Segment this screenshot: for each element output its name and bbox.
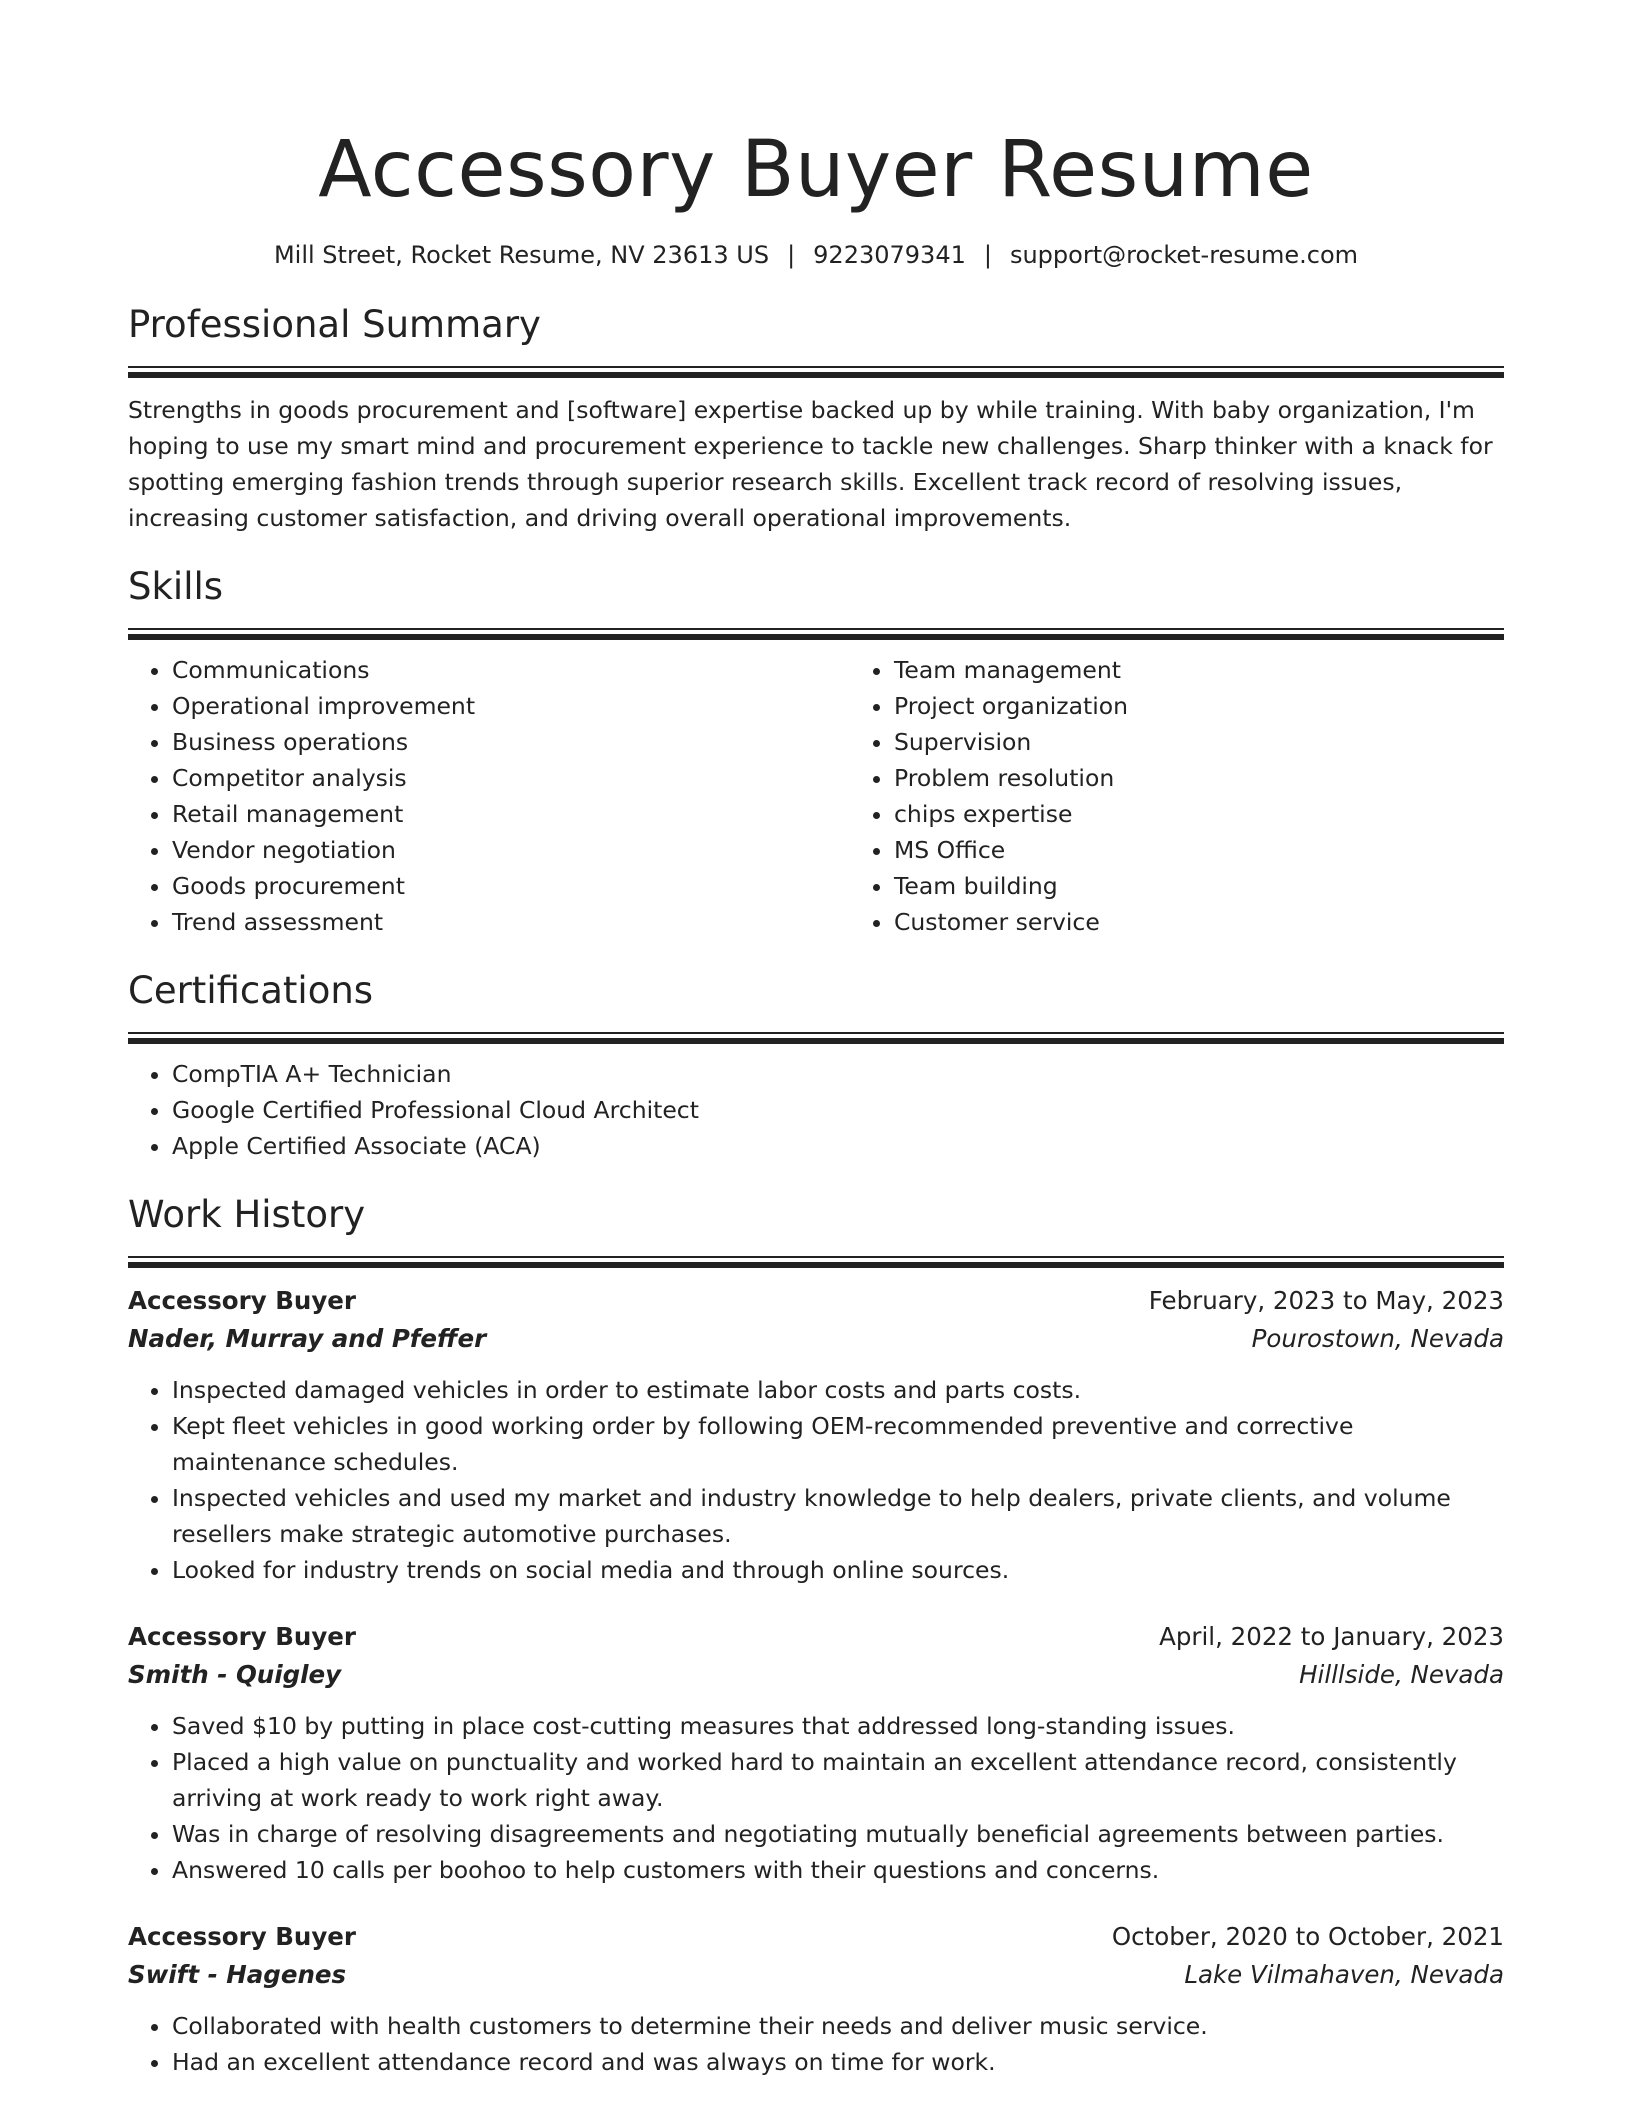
job-location: Pourostown, Nevada — [1251, 1324, 1504, 1353]
job-duty-item: • Inspected damaged vehicles in order to estimate labor costs and parts costs. — [172, 1372, 1504, 1408]
skill-item: • MS Office — [894, 832, 1572, 868]
certifications-list — [128, 1056, 1504, 1164]
skill-item: • chips expertise — [894, 796, 1572, 832]
skills-heading: Skills — [128, 565, 224, 608]
contact-line — [128, 238, 1504, 272]
work-history-heading: Work History — [128, 1193, 366, 1236]
job-duty-item: • Placed a high value on punctuality and worked hard to maintain an excellent attendance record, consistently arriving at work ready to work right away. — [172, 1744, 1504, 1816]
section-divider — [128, 1032, 1504, 1044]
job-subheader-row — [128, 1320, 1504, 1358]
skill-item: • Business operations — [172, 724, 850, 760]
job-company: Nader, Murray and Pfeffer — [128, 1324, 487, 1353]
resume-title: Accessory Buyer Resume — [318, 125, 1314, 215]
job-title: Accessory Buyer — [128, 1286, 356, 1315]
job-company: Smith - Quigley — [128, 1660, 342, 1689]
skills-section — [128, 562, 1504, 940]
skill-item: • Vendor negotiation — [172, 832, 850, 868]
contact-email: support@rocket-resume.com — [1009, 241, 1359, 269]
contact-separator: | — [787, 241, 796, 269]
job-location: Lake Vilmahaven, Nevada — [1184, 1960, 1504, 1989]
job-duty-item: • Kept fleet vehicles in good working order by following OEM-recommended preventive and corrective maintenance schedules. — [172, 1408, 1504, 1480]
job-duties-list — [128, 1708, 1504, 1888]
skill-item: • Trend assessment — [172, 904, 850, 940]
skill-item: • Competitor analysis — [172, 760, 850, 796]
skills-list-right — [850, 652, 1572, 940]
skill-item: • Project organization — [894, 688, 1572, 724]
certification-item: • Apple Certified Associate (ACA) — [172, 1128, 1504, 1164]
resume-page — [128, 0, 1504, 2080]
job-entry — [128, 1918, 1504, 2080]
job-duty-item: • Had an excellent attendance record and was always on time for work. — [172, 2044, 1504, 2080]
job-entry — [128, 1618, 1504, 1888]
section-divider — [128, 628, 1504, 640]
skill-item: • Communications — [172, 652, 850, 688]
job-subheader-row — [128, 1956, 1504, 1994]
summary-section — [128, 300, 1504, 536]
contact-address: Mill Street, Rocket Resume, NV 23613 US — [273, 241, 770, 269]
job-duty-item: • Collaborated with health customers to determine their needs and deliver music service. — [172, 2008, 1504, 2044]
skill-item: • Operational improvement — [172, 688, 850, 724]
job-header-row — [128, 1918, 1504, 1956]
certification-item: • CompTIA A+ Technician — [172, 1056, 1504, 1092]
job-header-row — [128, 1618, 1504, 1656]
job-location: Hilllside, Nevada — [1299, 1660, 1504, 1689]
job-duty-item: • Answered 10 calls per boohoo to help customers with their questions and concerns. — [172, 1852, 1504, 1888]
work-history-section — [128, 1190, 1504, 2080]
job-entry — [128, 1282, 1504, 1588]
job-company: Swift - Hagenes — [128, 1960, 347, 1989]
section-divider — [128, 366, 1504, 378]
job-title: Accessory Buyer — [128, 1622, 356, 1651]
job-header-row — [128, 1282, 1504, 1320]
job-duty-item: • Was in charge of resolving disagreements and negotiating mutually beneficial agreements between parties. — [172, 1816, 1504, 1852]
certifications-section — [128, 966, 1504, 1164]
section-divider — [128, 1256, 1504, 1268]
certification-item: • Google Certified Professional Cloud Architect — [172, 1092, 1504, 1128]
job-dates: February, 2023 to May, 2023 — [1148, 1286, 1504, 1315]
job-title: Accessory Buyer — [128, 1922, 356, 1951]
certifications-heading: Certifications — [128, 969, 374, 1012]
skill-item: • Supervision — [894, 724, 1572, 760]
skill-item: • Team building — [894, 868, 1572, 904]
skill-item: • Customer service — [894, 904, 1572, 940]
job-duties-list — [128, 1372, 1504, 1588]
skills-columns — [128, 652, 1504, 940]
job-duty-item: • Looked for industry trends on social media and through online sources. — [172, 1552, 1504, 1588]
skill-item: • Retail management — [172, 796, 850, 832]
contact-phone: 9223079341 — [813, 241, 966, 269]
skill-item: • Goods procurement — [172, 868, 850, 904]
job-duty-item: • Inspected vehicles and used my market and industry knowledge to help dealers, private clients, and volume resellers make strategic automotive purchases. — [172, 1480, 1504, 1552]
summary-text: Strengths in goods procurement and [software] expertise backed up by while training. With baby organization, I'm hoping to use my smart mind and procurement experience to tackle new challenges. Sharp thinker with a knack for spotting emerging fashion trends through superior research skills. Excellent track record of resolving issues, increasing customer satisfaction, and driving overall operational improvements. — [128, 396, 1493, 532]
job-dates: October, 2020 to October, 2021 — [1111, 1922, 1504, 1951]
job-subheader-row — [128, 1656, 1504, 1694]
summary-heading: Professional Summary — [128, 303, 541, 346]
job-duties-list — [128, 2008, 1504, 2080]
job-duty-item: • Saved $10 by putting in place cost-cutting measures that addressed long-standing issues. — [172, 1708, 1504, 1744]
contact-separator: | — [983, 241, 992, 269]
skill-item: • Problem resolution — [894, 760, 1572, 796]
skill-item: • Team management — [894, 652, 1572, 688]
skills-list-left — [128, 652, 850, 940]
job-dates: April, 2022 to January, 2023 — [1159, 1622, 1504, 1651]
